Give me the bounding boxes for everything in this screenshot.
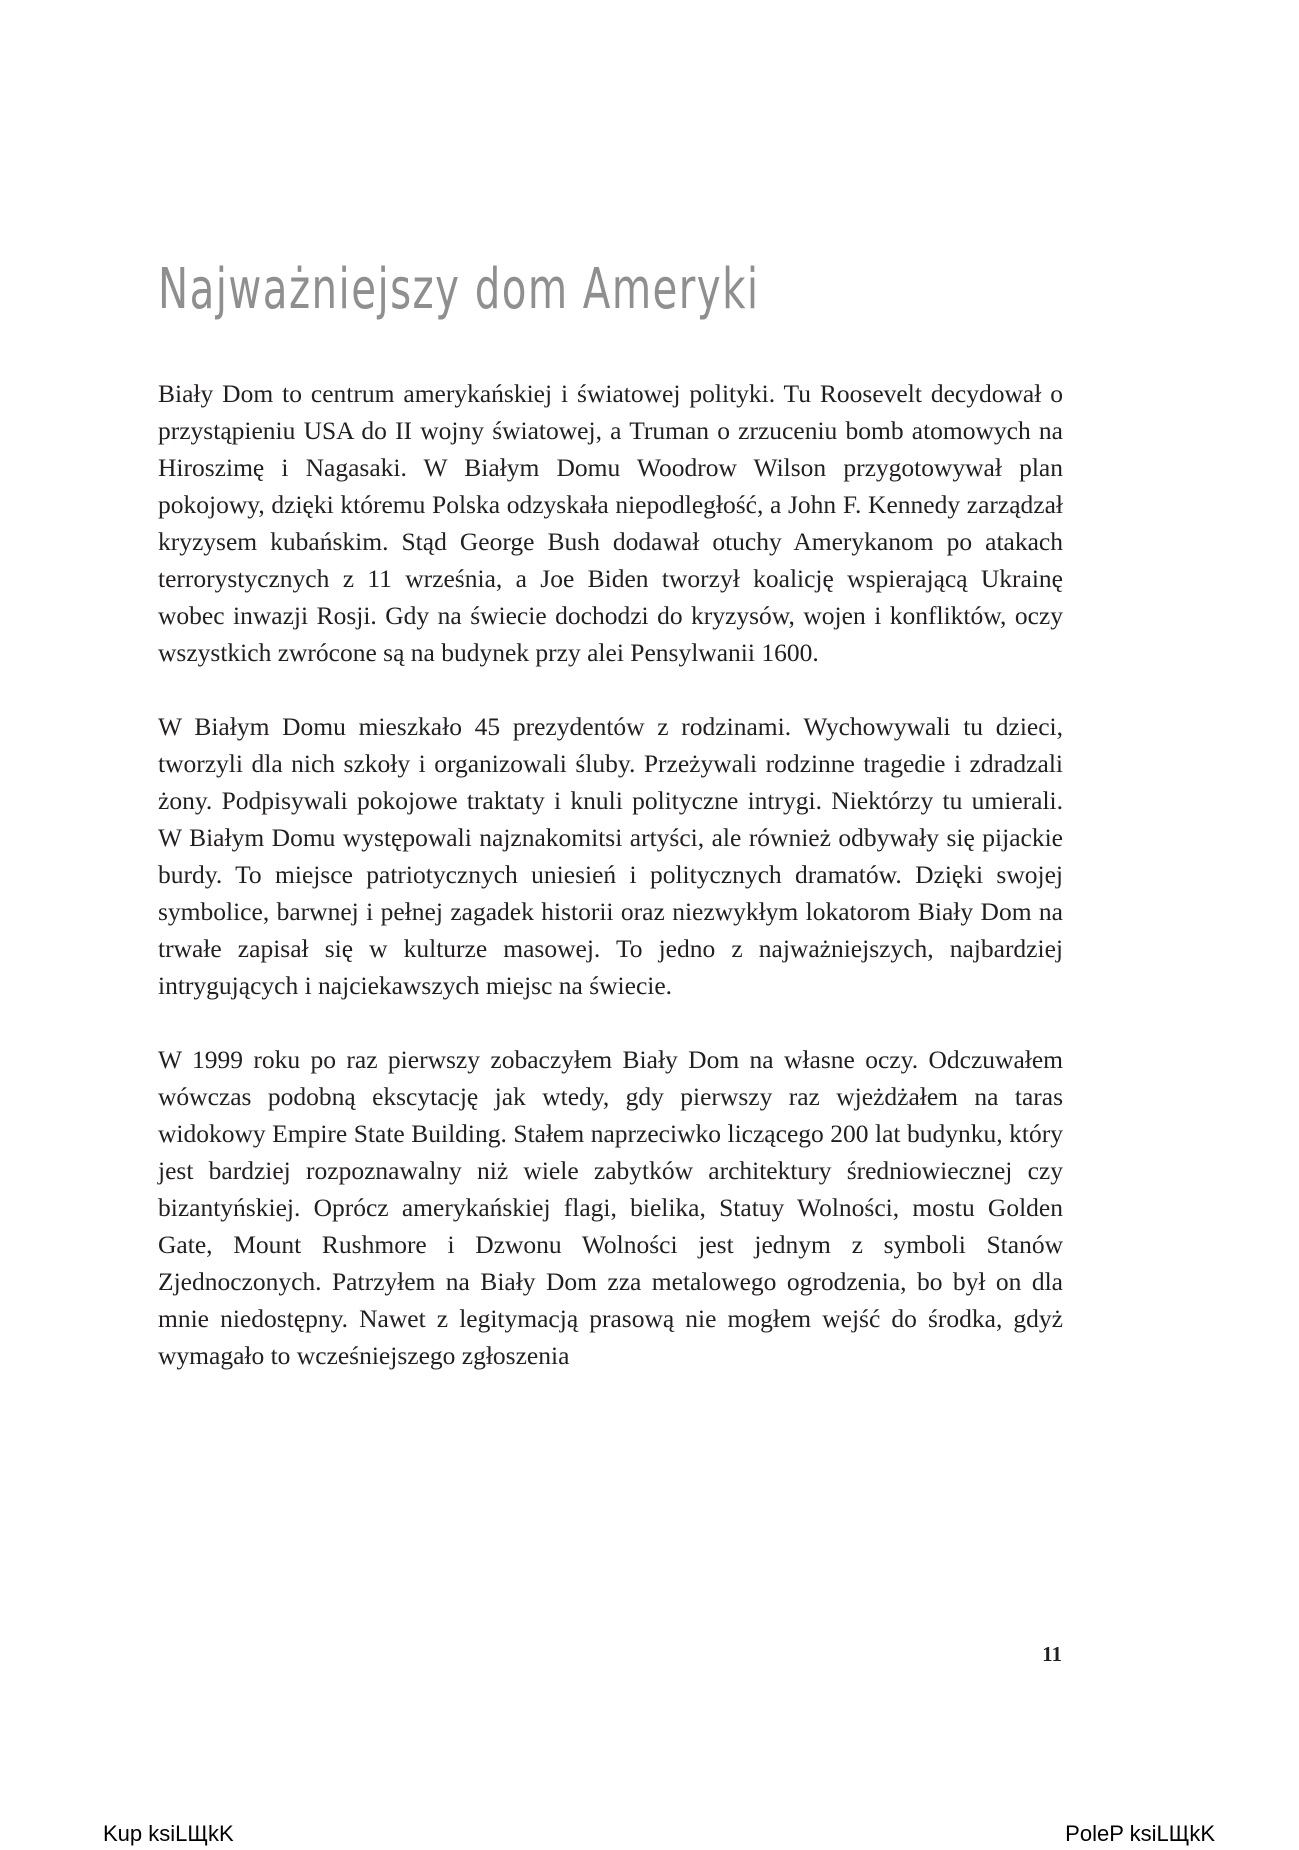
- paragraph: W 1999 roku po raz pierwszy zobaczyłem Biały Dom na własne oczy. Odczuwałem wówczas podobną ekscytację jak wtedy, gdy pierwszy raz wjeżdżałem na taras widokowy Empire State Building. Stałem naprzeciwko liczącego 200 lat budynku, który jest bardziej rozpoznawalny niż wiele zabytków architektury średniowiecznej czy bizantyńskiej. Oprócz amerykańskiej flagi, bielika, Statuy Wolności, mostu Golden Gate, Mount Rushmore i Dzwonu Wolności jest jednym z symboli Stanów Zjednoczonych. Patrzyłem na Biały Dom zza metalowego ogrodzenia, bo był on dla mnie niedostępny. Nawet z legitymacją prasową nie mogłem wejść do środka, gdyż wymagało to wcześniejszego zgłoszenia: [158, 1045, 1063, 1370]
- recommend-book-link[interactable]: PoleP ksiLЩkK: [1065, 1821, 1215, 1846]
- body-text: [158, 375, 1063, 1411]
- paragraph: W Białym Domu mieszkało 45 prezydentów z rodzinami. Wychowywali tu dzieci, tworzyli dla nich szkoły i organizowali śluby. Przeżywali rodzinne tragedie i zdradzali żony. Podpisywali pokojowe traktaty i knuli polityczne intrygi. Niektórzy tu umierali. W Białym Domu występowali najznakomitsi artyści, ale również odbywały się pijackie burdy. To miejsce patriotycznych uniesień i politycznych dramatów. Dzięki swojej symbolice, barwnej i pełnej zagadek historii oraz niezwykłym lokatorom Biały Dom na trwałe zapisał się w kulturze masowej. To jedno z najważniejszych, najbardziej intrygujących i najciekawszych miejsc na świecie.: [158, 712, 1063, 1000]
- buy-book-link[interactable]: Kup ksiLЩkK: [103, 1821, 234, 1846]
- page-number: 11: [1042, 1642, 1062, 1666]
- paragraph: Biały Dom to centrum amerykańskiej i światowej polityki. Tu Roosevelt decydował o przystąpieniu USA do II wojny światowej, a Truman o zrzuceniu bomb atomowych na Hiroszimę i Nagasaki. W Białym Domu Woodrow Wilson przygotowywał plan pokojowy, dzięki któremu Polska odzyskała niepodległość, a John F. Kennedy zarządzał kryzysem kubańskim. Stąd George Bush dodawał otuchy Amerykanom po atakach terrorystycznych z 11 września, a Joe Biden tworzył koalicję wspierającą Ukrainę wobec inwazji Rosji. Gdy na świecie dochodzi do kryzysów, wojen i konfliktów, oczy wszystkich zwrócone są na budynek przy alei Pensylwanii 1600.: [158, 379, 1063, 667]
- chapter-title: Najważniejszy dom Ameryki: [158, 257, 760, 322]
